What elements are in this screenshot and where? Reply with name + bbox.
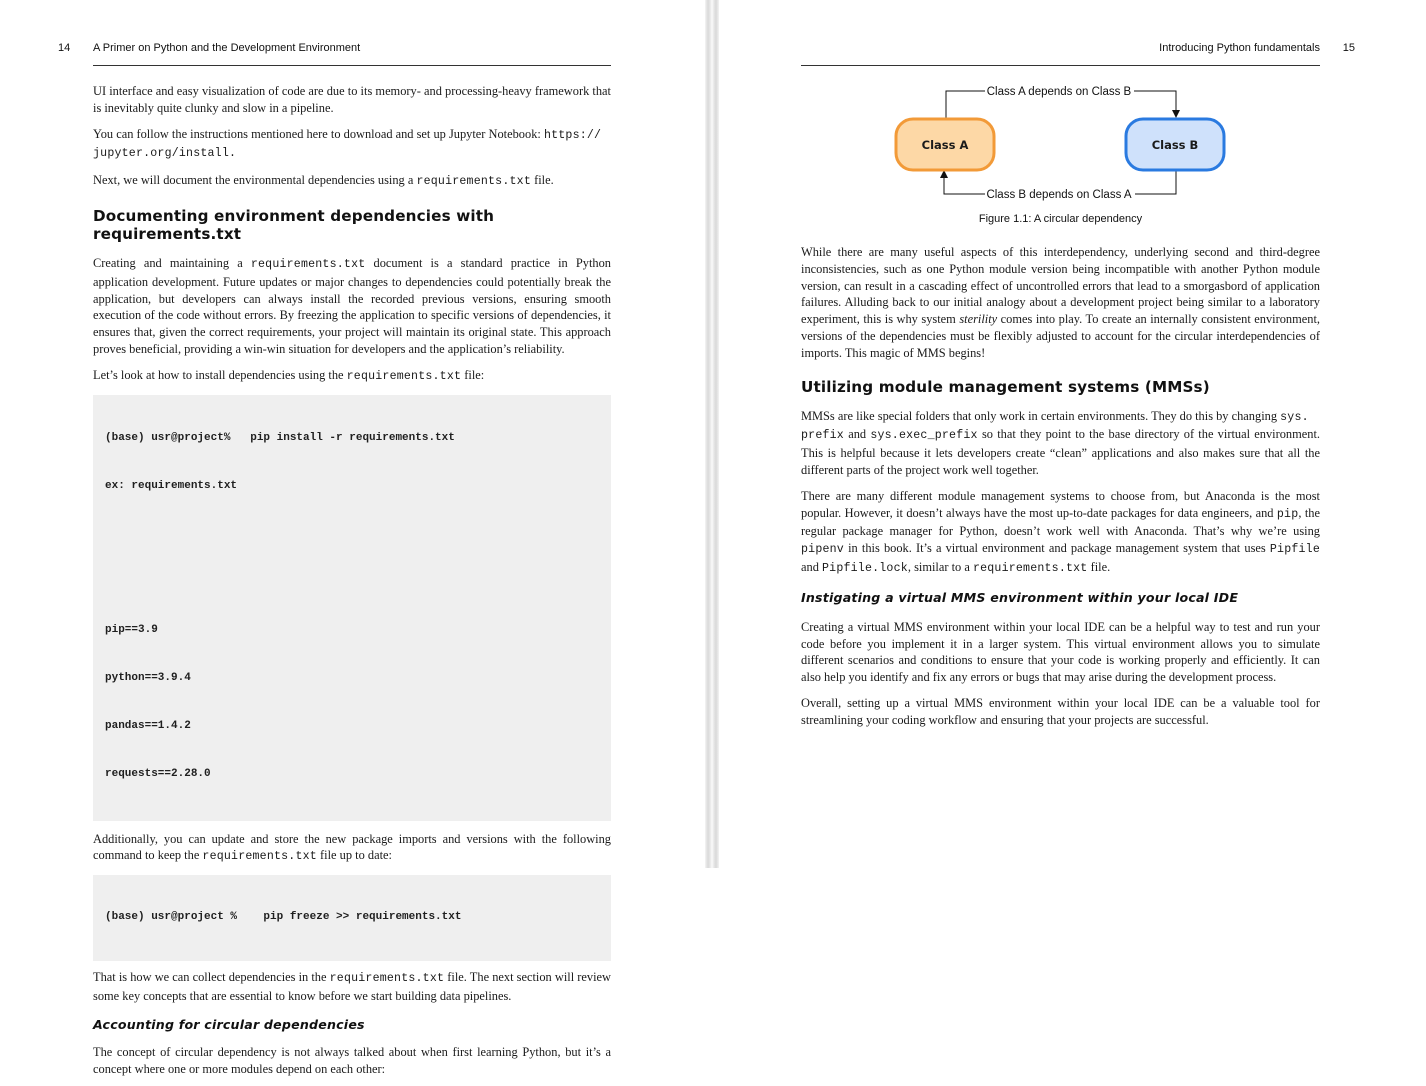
left-page: [0, 0, 705, 1076]
paragraph: The concept of circular dependency is not always talked about when first learning Python, but it’s a concept where one or more modules depend on each other:: [93, 1044, 611, 1076]
subsection-heading: Instigating a virtual MMS environment within your local IDE: [801, 589, 1239, 605]
paragraph: UI interface and easy visualization of code are due to its memory- and processing-heavy framework that is inevitably quite clunky and slow in a pipeline.: [93, 84, 611, 115]
code-line: [105, 574, 599, 590]
running-header-left: A Primer on Python and the Development Environment: [93, 42, 361, 54]
paragraph: Let’s look at how to install dependencies using the requirements.txt file:: [93, 367, 485, 383]
circular-dependency-diagram: [719, 70, 1426, 210]
node-class-a-label: Class A: [921, 138, 969, 152]
figure-caption: Figure 1.1: A circular dependency: [978, 213, 1143, 225]
paragraph: MMSs are like special folders that only work in certain environments. They do this by changing sys. prefix and sys.exec_prefix so that they point to the base directory of the virtual environment. This is helpful because it lets developers create “clean” applications and also makes sure that all the different parts of the project work well together.: [801, 408, 1320, 477]
header-rule-right: [801, 65, 1320, 66]
subsection-heading: Accounting for circular dependencies: [93, 1016, 365, 1032]
link-url[interactable]: jupyter.org/install.: [93, 147, 237, 161]
code-line: python==3.9.4: [105, 671, 191, 684]
right-page: [719, 0, 1426, 868]
arrow-a-to-b: [1134, 91, 1176, 114]
code-block: [93, 395, 611, 821]
left-column: [93, 83, 611, 1086]
paragraph: That is how we can collect dependencies in the requirements.txt file. The next section will review some key concepts that are essential to know before we start building data pipelines.: [93, 970, 611, 1003]
running-header-right: Introducing Python fundamentals: [1159, 42, 1320, 54]
code-block: [93, 875, 611, 961]
right-column: [801, 244, 1320, 738]
node-class-b-label: Class B: [1151, 138, 1199, 152]
paragraph: You can follow the instructions mentioned here to download and set up Jupyter Notebook: https:// jupyter.org/install.: [93, 126, 602, 161]
code-line: (base) usr@project% pip install -r requirements.txt: [105, 431, 455, 444]
code-line: [105, 526, 599, 542]
connector-line: [1135, 170, 1176, 194]
code-line: requests==2.28.0: [105, 767, 211, 780]
code-line: pip==3.9: [105, 623, 158, 636]
code-line: pandas==1.4.2: [105, 719, 191, 732]
book-gutter: [705, 0, 719, 868]
connector-line: [946, 91, 985, 119]
section-heading: Documenting environment dependencies with requirements.txt: [93, 206, 495, 243]
paragraph: Overall, setting up a virtual MMS environment within your local IDE can be a valuable tool for streamlining your coding workflow and ensuring that your projects are successful.: [801, 695, 1320, 727]
arrow-b-to-a: [944, 174, 985, 194]
code-line: (base) usr@project % pip freeze >> requirements.txt: [105, 911, 462, 924]
page-number-left: 14: [58, 42, 71, 54]
paragraph: Additionally, you can update and store the new package imports and versions with the following command to keep the requirements.txt file up to date:: [93, 831, 611, 864]
section-heading: Utilizing module management systems (MMSs): [801, 377, 1210, 396]
label-a-depends-on-b: Class A depends on Class B: [986, 86, 1132, 98]
link-url[interactable]: https://: [543, 128, 602, 142]
paragraph: There are many different module management systems to choose from, but Anaconda is the most popular. However, it doesn’t always have the most up-to-date packages for data engineers, and pip, the regular package manager for Python, doesn’t work well with Anaconda. That’s why we’re using pipenv in this book. It’s a virtual environment and package management system that uses Pipfile and Pipfile.lock, similar to a requirements.txt file.: [801, 488, 1320, 575]
page-number-right: 15: [1342, 42, 1355, 54]
paragraph: While there are many useful aspects of this interdependency, underlying second and third-degree inconsistencies, such as one Python module version being incompatible with another Python module version, can result in a cascading effect of uncontrolled errors that lead to a smorgasbord of application failures. Alluding back to our initial analogy about a development project being similar to a laboratory experiment, this is why system sterility comes into play. To create an internally consistent environment, versions of the dependencies must be flexibly adjusted to account for the circular interdependencies of imports. This magic of MMS begins!: [801, 245, 1320, 360]
paragraph: Creating a virtual MMS environment within your local IDE can be a helpful way to test and run your code before you implement it in a larger system. This virtual environment allows you to simulate different scenarios and conditions to ensure that your code is working properly and efficiently. It can also help you identify and fix any errors or bugs that may arise during the development process.: [801, 619, 1320, 685]
label-b-depends-on-a: Class B depends on Class A: [986, 189, 1132, 201]
paragraph: Creating and maintaining a requirements.txt document is a standard practice in Python application development. Future updates or major changes to dependencies could potentially break the application, but developers can always install the recorded previous versions, ensuring smooth execution of the code without errors. By freezing the application to specific versions of dependencies, it ensures that, given the correct requirements, your project will maintain its original state. This approach proves beneficial, providing a win-win situation for developers and the application’s reliability.: [93, 255, 612, 356]
header-rule-left: [93, 65, 611, 66]
code-line: ex: requirements.txt: [105, 479, 238, 492]
paragraph: Next, we will document the environmental dependencies using a requirements.txt file.: [93, 173, 554, 189]
